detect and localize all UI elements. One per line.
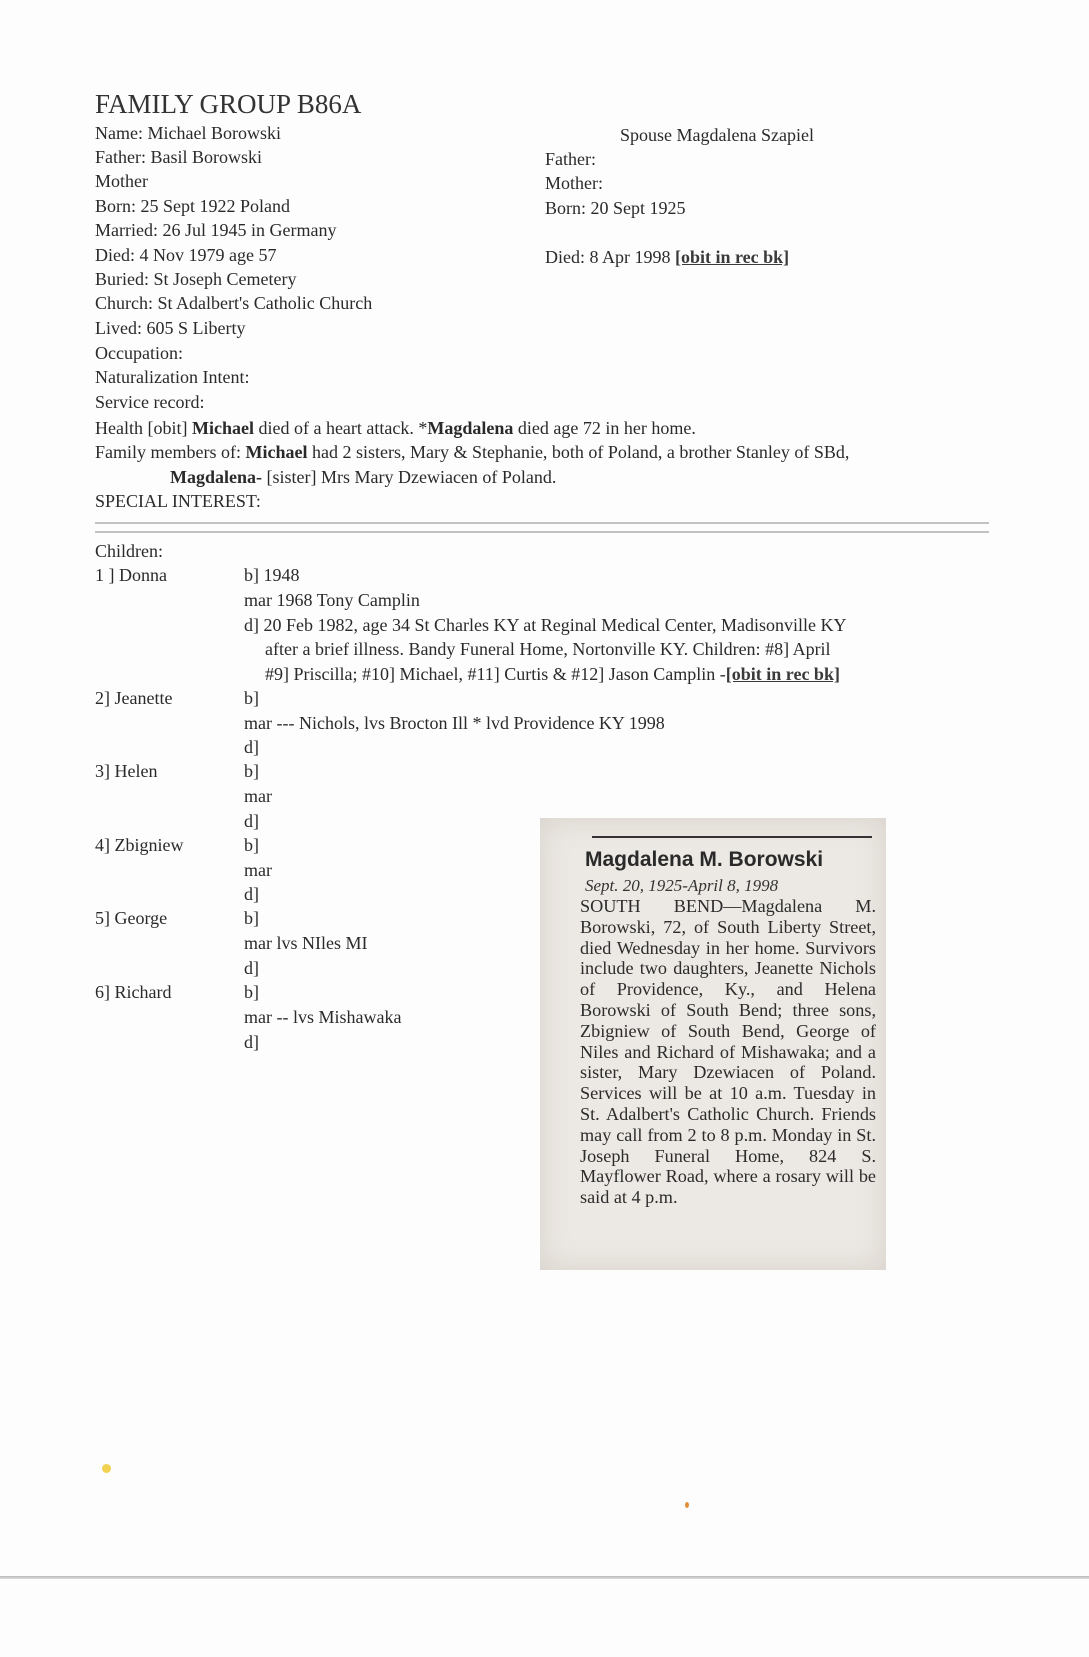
clipping-title: Magdalena M. Borowski — [585, 848, 824, 871]
child-detail: d] 20 Feb 1982, age 34 St Charles KY at Reginal Medical Center, Madisonville KY — [244, 615, 847, 635]
husband-naturalization: Naturalization Intent: — [95, 367, 250, 387]
husband-died: Died: 4 Nov 1979 age 57 — [95, 245, 277, 265]
family-prefix: Family members of: — [95, 442, 241, 462]
spouse-mother: Mother: — [545, 173, 603, 193]
clipping-rule — [592, 836, 872, 838]
family-text-1: had 2 sisters, Mary & Stephanie, both of Poland, a brother Stanley of SBd, — [311, 442, 850, 462]
health-name-michael: Michael — [191, 418, 254, 438]
husband-buried: Buried: St Joseph Cemetery — [95, 269, 297, 289]
health-text-1: died of a heart attack. * — [258, 418, 428, 438]
clipping-dates: Sept. 20, 1925-April 8, 1998 — [585, 876, 779, 895]
child-obit-link[interactable]: [obit in rec bk] — [725, 664, 840, 684]
child-detail: mar — [244, 860, 272, 880]
family-group-title: FAMILY GROUP B86A — [95, 89, 362, 119]
child-detail: b] — [244, 761, 259, 781]
child-detail-text: #9] Priscilla; #10] Michael, #11] Curtis & #12] Jason Camplin - — [265, 664, 726, 684]
family-name-magdalena: Magdalena- — [170, 467, 262, 487]
child-detail: b] — [244, 835, 259, 855]
health-line — [95, 416, 696, 440]
spouse-obit-link[interactable]: [obit in rec bk] — [675, 247, 790, 267]
child-detail: b] — [244, 688, 259, 708]
family-members-line — [95, 440, 849, 464]
family-name-michael: Michael — [245, 442, 308, 462]
husband-married: Married: 26 Jul 1945 in Germany — [95, 220, 337, 240]
separator-line — [95, 522, 989, 533]
child-detail: mar lvs NIles MI — [244, 933, 368, 953]
husband-mother: Mother — [95, 171, 148, 191]
child-name: 1 ] Donna — [95, 565, 167, 585]
spouse-name: Spouse Magdalena Szapiel — [620, 125, 814, 145]
child-detail: d] — [244, 811, 259, 831]
husband-name: Name: Michael Borowski — [95, 123, 281, 143]
husband-church: Church: St Adalbert's Catholic Church — [95, 293, 373, 313]
health-text-2: died age 72 in her home. — [517, 418, 696, 438]
scan-speck — [102, 1464, 111, 1473]
child-detail: b] 1948 — [244, 565, 300, 585]
child-name: 2] Jeanette — [95, 688, 173, 708]
obituary-clipping — [540, 818, 886, 1270]
child-detail: mar — [244, 786, 272, 806]
child-detail: d] — [244, 958, 259, 978]
child-detail: b] — [244, 982, 259, 1002]
spouse-died-text: Died: 8 Apr 1998 — [545, 247, 671, 267]
husband-service-record: Service record: — [95, 392, 205, 412]
special-interest: SPECIAL INTEREST: — [95, 491, 261, 511]
health-name-magdalena: Magdalena — [427, 418, 514, 438]
scan-edge-line — [0, 1576, 1089, 1579]
child-name: 5] George — [95, 908, 168, 928]
child-detail — [265, 662, 840, 686]
family-text-2: [sister] Mrs Mary Dzewiacen of Poland. — [266, 467, 557, 487]
clipping-body: SOUTH BEND—Magdalena M. Borowski, 72, of South Liberty Street, died Wednesday in her home. Survivors include two daughters, Jeanette Nichols of Providence, Ky., and Helena Borowski of South Bend; three sons, Zbigniew of South Bend, George of Niles and Richard of Mishawaka; and a sister, Mary Dzewiacen of Poland. Services will be at 10 a.m. Tuesday in St. Adalbert's Catholic Church. Friends may call from 2 to 8 p.m. Monday in St. Joseph Funeral Home, 824 S. Mayflower Road, where a rosary will be said at 4 p.m. — [580, 896, 876, 1208]
health-prefix: Health [obit] — [95, 418, 188, 438]
child-name: 4] Zbigniew — [95, 835, 184, 855]
children-label: Children: — [95, 541, 163, 561]
scan-speck — [685, 1502, 689, 1508]
husband-father: Father: Basil Borowski — [95, 147, 262, 167]
husband-occupation: Occupation: — [95, 343, 183, 363]
husband-born: Born: 25 Sept 1922 Poland — [95, 196, 291, 216]
child-detail: mar -- lvs Mishawaka — [244, 1007, 402, 1027]
husband-lived: Lived: 605 S Liberty — [95, 318, 246, 338]
child-name: 6] Richard — [95, 982, 172, 1002]
child-detail: d] — [244, 737, 259, 757]
child-detail: b] — [244, 908, 259, 928]
child-detail: d] — [244, 1032, 259, 1052]
family-members-line-2 — [170, 465, 556, 489]
child-detail: after a brief illness. Bandy Funeral Home, Nortonville KY. Children: #8] April — [265, 639, 831, 659]
child-detail: mar --- Nichols, lvs Brocton Ill * lvd Providence KY 1998 — [244, 713, 665, 733]
child-name: 3] Helen — [95, 761, 158, 781]
spouse-born: Born: 20 Sept 1925 — [545, 198, 686, 218]
child-detail: mar 1968 Tony Camplin — [244, 590, 420, 610]
spouse-father: Father: — [545, 149, 596, 169]
spouse-died — [545, 245, 789, 269]
child-detail: d] — [244, 884, 259, 904]
